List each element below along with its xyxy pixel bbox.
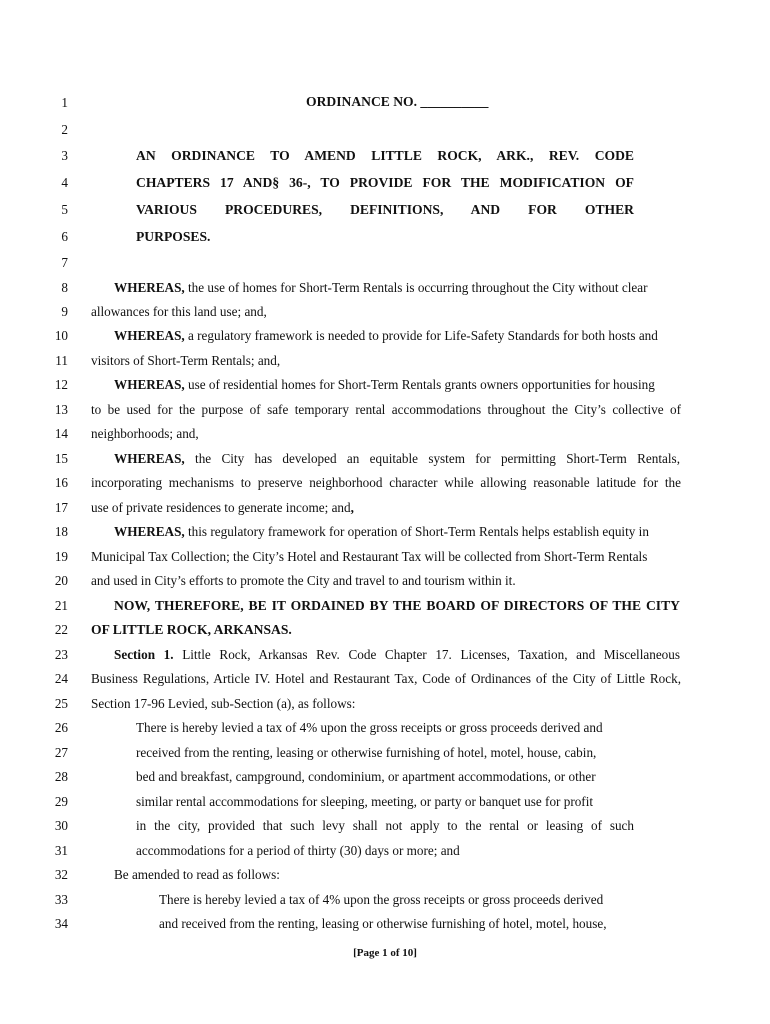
- whereas-clause-line: WHEREAS, the City has developed an equitable system for permitting Short-Term Rentals,: [114, 451, 680, 466]
- line-number: 11: [55, 353, 68, 368]
- line-number: 2: [61, 122, 68, 137]
- line-number: 27: [54, 745, 68, 760]
- quoted-text-line: There is hereby levied a tax of 4% upon the gross receipts or gross proceeds derived and: [136, 720, 603, 735]
- line-number: 9: [61, 304, 68, 319]
- line-number: 29: [54, 794, 68, 809]
- line-number: 7: [61, 255, 68, 270]
- whereas-clause-line: WHEREAS, a regulatory framework is needed to provide for Life-Safety Standards for both hosts and: [114, 328, 658, 343]
- section-line: Section 1. Little Rock, Arkansas Rev. Code Chapter 17. Licenses, Taxation, and Miscellaneous: [114, 647, 681, 662]
- line-number: 17: [54, 500, 68, 515]
- body-line: allowances for this land use; and,: [91, 304, 267, 319]
- whereas-label: WHEREAS,: [114, 451, 185, 466]
- quoted-text-line: similar rental accommodations for sleeping, meeting, or party or banquet use for profit: [136, 794, 594, 809]
- quoted-text-line: accommodations for a period of thirty (30) days or more; and: [136, 843, 460, 858]
- body-line: and used in City’s efforts to promote the City and travel to and tourism within it.: [91, 573, 516, 588]
- line-number: 16: [54, 475, 68, 490]
- line-number: 12: [54, 377, 68, 392]
- body-line: use of private residences to generate income; and,: [91, 500, 354, 515]
- whereas-label: WHEREAS,: [114, 328, 185, 343]
- line-number: 20: [54, 573, 68, 588]
- body-line: to be used for the purpose of safe temporary rental accommodations throughout the City’s collective of: [91, 402, 681, 417]
- line-number: 24: [54, 671, 68, 686]
- ordaining-clause: OF LITTLE ROCK, ARKANSAS.: [91, 622, 292, 637]
- line-number: 3: [61, 148, 68, 163]
- ordaining-clause: NOW, THEREFORE, BE IT ORDAINED BY THE BOARD OF DIRECTORS OF THE CITY: [114, 598, 680, 613]
- line-number: 5: [61, 202, 68, 217]
- line-number: 21: [54, 598, 68, 613]
- line-number: 8: [61, 280, 68, 295]
- line-number: 18: [54, 524, 68, 539]
- line-number: 34: [54, 916, 68, 931]
- line-number: 13: [54, 402, 68, 417]
- body-line: Be amended to read as follows:: [114, 867, 280, 882]
- whereas-label: WHEREAS,: [114, 377, 185, 392]
- line-number: 4: [61, 175, 68, 190]
- line-number: 19: [54, 549, 68, 564]
- body-line: visitors of Short-Term Rentals; and,: [91, 353, 281, 368]
- body-line: Section 17-96 Levied, sub-Section (a), as follows:: [91, 696, 356, 711]
- body-line: Business Regulations, Article IV. Hotel and Restaurant Tax, Code of Ordinances of the City of Little Rock,: [91, 671, 681, 686]
- page-footer: [Page 1 of 10]: [353, 947, 417, 959]
- line-number: 33: [54, 892, 68, 907]
- quoted-text-line: received from the renting, leasing or otherwise furnishing of hotel, motel, house, cabin,: [136, 745, 597, 760]
- whereas-clause-line: WHEREAS, the use of homes for Short-Term Rentals is occurring throughout the City without clear: [114, 280, 648, 295]
- line-number: 15: [54, 451, 68, 466]
- line-number: 1: [61, 95, 68, 110]
- line-number: 30: [54, 818, 68, 833]
- section-label: Section 1.: [114, 647, 174, 662]
- heading-line: CHAPTERS 17 AND§ 36-, TO PROVIDE FOR THE MODIFICATION OF: [136, 175, 634, 190]
- line-number: 28: [54, 769, 68, 784]
- line-number: 26: [54, 720, 68, 735]
- line-number: 10: [54, 328, 68, 343]
- line-number: 6: [61, 229, 68, 244]
- body-line: neighborhoods; and,: [91, 426, 199, 441]
- body-line: incorporating mechanisms to preserve neighborhood character while allowing reasonable latitude for the: [91, 475, 681, 490]
- line-number: 25: [54, 696, 68, 711]
- whereas-clause-line: WHEREAS, use of residential homes for Short-Term Rentals grants owners opportunities for housing: [114, 377, 655, 392]
- line-number: 31: [54, 843, 68, 858]
- whereas-label: WHEREAS,: [114, 524, 185, 539]
- whereas-clause-line: WHEREAS, this regulatory framework for operation of Short-Term Rentals helps establish equity in: [114, 524, 649, 539]
- quoted-text-line: and received from the renting, leasing or otherwise furnishing of hotel, motel, house,: [159, 916, 607, 931]
- ordinance-title: ORDINANCE NO. __________: [306, 94, 489, 109]
- quoted-text-line: in the city, provided that such levy shall not apply to the rental or leasing of such: [136, 818, 634, 833]
- line-number: 23: [54, 647, 68, 662]
- line-number: 32: [54, 867, 68, 882]
- heading-line: VARIOUS PROCEDURES, DEFINITIONS, AND FOR OTHER: [136, 202, 634, 217]
- quoted-text-line: bed and breakfast, campground, condominium, or apartment accommodations, or other: [136, 769, 596, 784]
- heading-line: AN ORDINANCE TO AMEND LITTLE ROCK, ARK., REV. CODE: [136, 148, 634, 163]
- line-number: 22: [54, 622, 68, 637]
- heading-line: PURPOSES.: [136, 229, 211, 244]
- whereas-label: WHEREAS,: [114, 280, 185, 295]
- line-number: 14: [54, 426, 68, 441]
- body-line: Municipal Tax Collection; the City’s Hotel and Restaurant Tax will be collected from Short-Term Rentals: [91, 549, 648, 564]
- quoted-text-line: There is hereby levied a tax of 4% upon the gross receipts or gross proceeds derived: [159, 892, 604, 907]
